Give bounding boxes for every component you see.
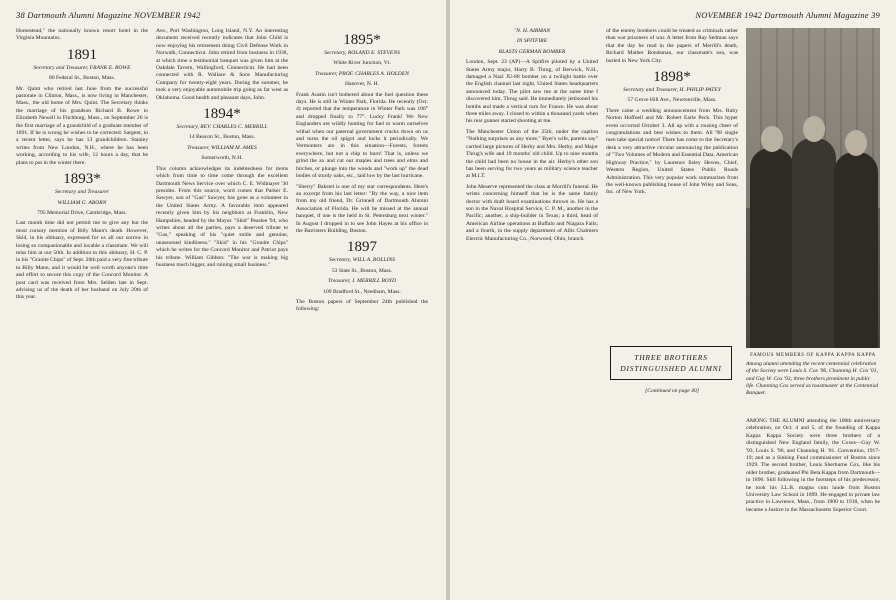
column-2-lower [606, 388, 738, 593]
news-headline: "N. H. AIRMAN [513, 28, 551, 34]
column-3 [296, 28, 428, 573]
news-headline: BLASTS GERMAN BOMBER [498, 48, 566, 55]
column-2 [606, 28, 738, 340]
class-year-heading: 1898* [653, 69, 691, 86]
left-page [0, 0, 446, 600]
class-year-heading: 1897 [347, 239, 377, 256]
address-line: 109 Bradford St., Needham, Mass. [323, 288, 401, 295]
address-line: Somerworth, N.H. [201, 155, 243, 162]
person-head [803, 116, 825, 142]
paragraph: AMONG THE ALUMNI attending the 100th anniversary celebration, on Oct. 4 and 5, of the founding of Kappa Kappa Kappa Society were three brothers of a distinguished New England family, the Coxes—Guy W. '93, Louis S. '96, and Channing H. '01. Convention, 1917-19; and as a Sinking Fund commissioner of Boston since 1929. The second brother, Louis Sherburne Cox, like his older brother, graduated Phi Beta Kappa from Dartmouth—in 1896. Still following in the footsteps of his predecessor, he took his LL.B. magna cum laude from Boston University Law School in 1899. He engaged in private law practice in Lawrence, Mass., from 1900 to 1918, when he became a Justice in the Massachusetts Superior Court. [746, 418, 880, 513]
paragraph: John Meserve represented the class at Morrill's funeral. He writes concerning himself that he is the same family doctor with draft board examinations thrown in. He has a son in the Naval Hospital Service, C. P. M., another in the Pacific; another, a ship-builder in Texas; a third, head of American Airline operations at Buffalo and Niagara Falls; and a fourth, in the supply department of Allis Chalmers Electric Manufacturing Co., Norwood, Ohio, branch. [466, 183, 598, 242]
secretary-line: Secretary, REV. CHARLES C. MERRILL [176, 124, 268, 131]
caption-text: Among alumni attending the recent centennial celebration of the Society were Louis S. Cox '96, Channing H. Cox '01, and Guy W. Cox '93, three brothers prominent in public life. Channing Cox served as toastmaster at the Centennial Banquet. [746, 361, 879, 397]
person-head [845, 130, 867, 156]
paragraph: Frank Austin isn't bothered about the fuel question these days. He is still in Winter Park, Florida. He recently (Oct. 4) reported that the temperature in Winter Park was 106° and dropped finally to 77°. Lucky Frank! We New Englanders are wildly hunting for fuel to warm ourselves withal when our paternal government cracks down on us and turns the oil spigot and locks it periodically. We Vermonters are in this situation—Forests, forests everywhere, but not a chip to burn! That is, unless we grind the ax and cut our maples and trees and elms and birches, or plunge into the woods and "work up" the dead bodies of sturdy oaks, etc., laid low by the last hurricane. [296, 91, 428, 180]
address-line: Hanover, N. H. [344, 81, 380, 88]
column-3 [746, 418, 880, 593]
paragraph: This column acknowledges its indebtedness for items which from time to time come through the excellent Dartmouth News Service over which C. E. Widmayer '30 presides. From this source, word comes that Parker E. Sawyer, son of "Gus" Sawyer, has gone as a volunteer in the United States Army. A favorable item appeared recently given him by his neighbors at Franklin, New Hampshire, headed by the Mayor. "Skid" Peaslee '94, who writes about all the parties, pays a deserved tribute to "Gus," speaking of his "quiet smile and genuine, unassumed kindliness." "Skid" in his "Granite Chips" which he writes for the Concord Monitor and Patriot pays his tribute. William Gibbon: "The war is making big business much bigger, and ruining small business." [156, 165, 288, 268]
paragraph: The Manchester Union of the 25th, under the caption "Nothing surprises us any more," Byer's wife, parents say" carried large pictures of Herby and Mrs. Herby, and Major Thrug's wife and 19 months' old child. Up to nine months the child had been no house in the air. Herby's other son has been serving for two years as military science teacher at M.I.T. [466, 128, 598, 180]
treasurer-line: Treasurer, J. MERRILL BOYD [327, 278, 396, 285]
address-line: 57 Grove Hill Ave., Newtonville, Mass. [627, 97, 717, 104]
address-line: White River Junction, Vt. [333, 60, 391, 67]
person-figure [834, 152, 878, 348]
caption-title: FAMOUS MEMBERS OF KAPPA KAPPA KAPPA [750, 353, 876, 358]
treasurer-line: Treasurer, PROF. CHARLES A. HOLDEN [314, 70, 409, 77]
continued-note: [Continued on page 40] [645, 388, 699, 394]
paragraph: Last month time did not permit me to give any but the most cursory mention of Billy Mann's death. However, Skid, in his obituary, expressed for us all our sorrow in losing so companionable and lovable a classmate. We will miss him at our 50th. In addition to this obituary, H. C. P. in his "Granite Chips" of Sept. 20th paid a very fine tribute to Billy Mann, and it would be well worth anyone's time and effort to secure this copy of the Concord Monitor. A post card was received from Mrs. Selden late in Sept. advising us of the death of her husband on July 20th of this year. [16, 220, 148, 301]
class-year-heading: 1895* [343, 32, 381, 48]
page-header: 38 Dartmouth Alumni Magazine NOVEMBER 1942 [16, 10, 201, 20]
person-figure [792, 138, 836, 348]
paragraph: There came a wedding announcement from Mrs. Ruby Norton Hoffnell and Mr. Robert Earle Peck. This hyper event occurred October 3. All up with a rousing cheer of congratulations and best wishes to them. All '98 single men take special notice! There has come to the Secretary's desk a very attractive circular announcing the publication of "Two Volumes of Modern and Essential Data. American Highway Practice," by Laurence Ilsley Hewes, Chief, Western Region, United States Public Roads Administration. This very popular work summarizes from the well-known publishing house of John Wiley and Sons, Inc. of New York. [606, 107, 738, 196]
page-header: NOVEMBER 1942 Dartmouth Alumni Magazine 39 [695, 10, 880, 20]
secretary-line: Secretary, ROLAND E. STEVENS [324, 50, 400, 56]
person-figure [750, 148, 794, 348]
feature-title-box: THREE BROTHERS DISTINGUISHED ALUMNI [610, 346, 732, 380]
class-year-heading: 1894* [203, 106, 241, 123]
person-head [761, 126, 783, 152]
address-line: 795 Memorial Drive, Cambridge, Mass. [37, 209, 127, 216]
column-1 [16, 28, 148, 573]
address-line: 14 Beacon St., Boston, Mass. [189, 134, 255, 141]
address-line: 53 State St., Boston, Mass. [331, 267, 393, 274]
paragraph: of the enemy bombers could be treated as criminals rather than war prisoners of war. A letter from Ray Sedman says that the day he read in the papers of Merrill's death, Richard Mather Bondsman, our classmate's son, was buried in New York City. [606, 28, 738, 64]
paragraph: Homestead," the nationally known resort hotel in the Virginia Mountains. [16, 28, 148, 42]
treasurer-line: Treasurer, WILLIAM M. AMES [187, 144, 257, 151]
paragraph: Ave., Port Washington, Long Island, N.Y. An interesting document received recently indicates that John Child is now enjoying his retirement doing Civil Defense Work in Norwalk, Connecticut. John retired from business in 1938, at which time a testimonial banquet was given him at the Oakdale Tavern, Wallingford, Connecticut. He had been connected with R. Wallace & Sons Manufacturing Company for twenty-eight years. During the summer, he took a very enjoyable automobile trip going as far west as Oklahoma. Good health and pleasant days, John. [156, 28, 288, 101]
class-year-heading: 1891 [67, 46, 97, 63]
paragraph: The Boston papers of September 24th published the following: [296, 298, 428, 313]
address-line: 80 Federal St., Boston, Mass. [49, 75, 115, 82]
paragraph: Mr. Quint who retired last June from the successful pastorate in Clinton, Mass., is now living in Manchester, Mass., the old home of Mrs. Quint. The Secretary thinks the marriage of his grandson Richard B. Rowe to Elizabeth Newell in Fitchburg, Mass., on September 26 is the first marriage of a grandchild of a graduate member of 1891. If he is wrong he wishes to be corrected. Sargent, in a recent letter, says he has 13 grandchildren. Stanley writes from New London, N.H., where he has been working, according to his wife, 12 hours a day, that he plans to put in the winter there. [16, 85, 148, 166]
secretary-line: Secretary and Treasurer, H. PHILIP PATEY [623, 87, 721, 94]
group-photo [746, 28, 880, 348]
column-1 [466, 28, 598, 573]
secretary-name: WILLIAM G. ABORN [57, 199, 107, 206]
column-2 [156, 28, 288, 573]
secretary-line: Secretary and Treasurer, FRANK E. ROWE [33, 64, 131, 71]
paragraph: London, Sept. 23 (AP)—A Spitfire piloted by a United States Army major, Harry B. Thrug, of Berwick, N.H., damaged a Nazi JU-88 bomber on a twilight battle over the English channel last night, United States headquarters announced today. The pilot saw me at the same time I discovered him, Thrug said. He immediately jettisoned his bombs and made a vertical turn for France. He was about three miles away. I closed to within a thousand yards when his rear gunner started shooting at me. [466, 59, 598, 125]
secretary-line: Secretary, WILL A. ROLLINS [329, 257, 395, 264]
paragraph: "Sherry" Bakstel is one of my star correspondents. Here's an excerpt from his last letter: "By the way, a nice item from my old friend, Dr. Grinnell of Dartmouth Alumni Association of Florida. He will be missed at the annual banquet, if one is the held in St. Petersburg next winter." In August I dropped in to see John Hayes at his office in the Barristers Building, Boston. [296, 183, 428, 234]
photo-caption [746, 352, 880, 397]
news-headline: IN SPITFIRE [516, 38, 548, 45]
class-year-heading: 1893* [63, 171, 101, 188]
secretary-line: Secretary and Treasurer [54, 189, 110, 196]
right-page [450, 0, 896, 600]
